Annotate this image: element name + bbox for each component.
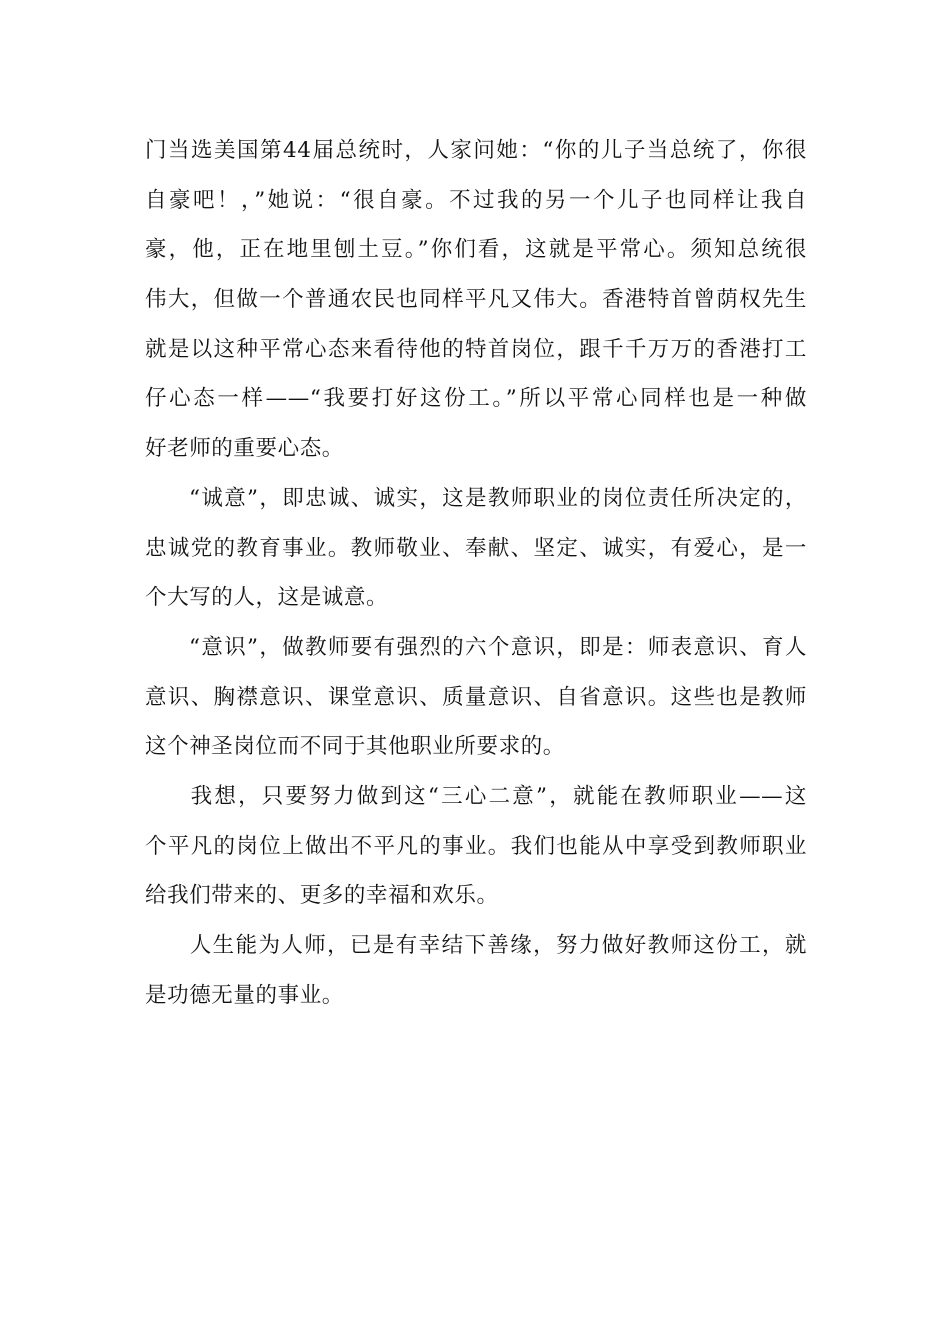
paragraph-line: 门当选美国第44届总统时，人家问她：“你的儿子当总统了，你很	[145, 138, 807, 163]
paragraph-line: 好老师的重要心态。	[145, 436, 344, 462]
paragraph-line: 自豪吧！，”她说：“很自豪。不过我的另一个儿子也同样让我自	[145, 187, 807, 213]
paragraph-3	[145, 623, 807, 772]
paragraph-line: 意识、胸襟意识、课堂意识、质量意识、自省意识。这些也是教师	[145, 684, 807, 710]
paragraph-line: 豪，他，正在地里刨土豆。”你们看，这就是平常心。须知总统很	[145, 237, 807, 263]
body-text	[145, 126, 807, 1020]
paragraph-line-text: “诚意”，即忠诚、诚实，这是教师职业的岗位责任所决定的，	[189, 485, 807, 511]
paragraph-line	[145, 921, 807, 971]
paragraph-line: 给我们带来的、更多的幸福和欢乐。	[145, 883, 499, 909]
paragraph-line: 这个神圣岗位而不同于其他职业所要求的。	[145, 734, 565, 760]
paragraph-line: 是功德无量的事业。	[145, 982, 344, 1008]
paragraph-1	[145, 126, 807, 474]
paragraph-line: 忠诚党的教育事业。教师敬业、奉献、坚定、诚实，有爱心，是一	[145, 535, 807, 561]
paragraph-line: 个平凡的岗位上做出不平凡的事业。我们也能从中享受到教师职业	[145, 833, 807, 859]
paragraph-line: 个大写的人，这是诚意。	[145, 585, 389, 611]
paragraph-line-text: 人生能为人师，已是有幸结下善缘，努力做好教师这份工，就	[189, 933, 807, 958]
paragraph-4	[145, 772, 807, 921]
paragraph-line	[145, 474, 807, 524]
paragraph-line-text: “意识”，做教师要有强烈的六个意识，即是：师表意识、育人	[189, 634, 807, 660]
paragraph-line-text: 我想，只要努力做到这“三心二意”，就能在教师职业——这	[189, 783, 807, 809]
paragraph-2	[145, 474, 807, 623]
paragraph-line	[145, 772, 807, 822]
paragraph-line: 仔心态一样——“我要打好这份工。”所以平常心同样也是一种做	[145, 386, 807, 412]
paragraph-5	[145, 921, 807, 1020]
paragraph-line: 就是以这种平常心态来看待他的特首岗位，跟千千万万的香港打工	[145, 336, 807, 362]
paragraph-line	[145, 623, 807, 673]
paragraph-line: 伟大，但做一个普通农民也同样平凡又伟大。香港特首曾荫权先生	[145, 287, 807, 313]
